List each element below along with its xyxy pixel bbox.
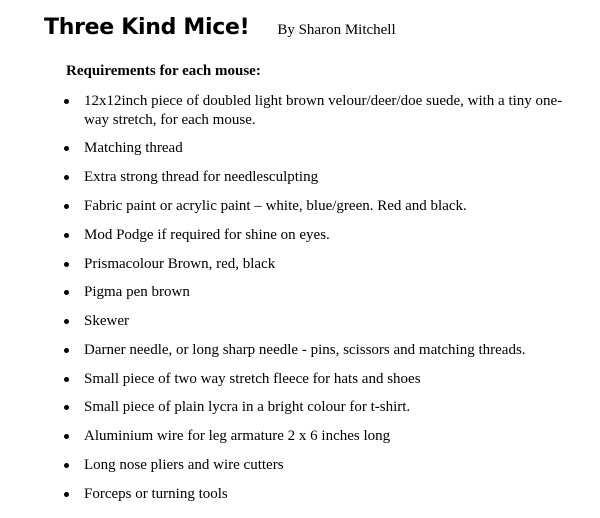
requirement-text: Mod Podge if required for shine on eyes.	[84, 227, 330, 243]
bullet-icon	[64, 377, 69, 382]
bullet-icon	[64, 175, 69, 180]
requirement-text: Long nose pliers and wire cutters	[84, 457, 284, 473]
requirement-text: Pigma pen brown	[84, 284, 190, 300]
bullet-icon	[64, 319, 69, 324]
document-title: Three Kind Mice!	[44, 15, 250, 40]
requirement-text: 12x12inch piece of doubled light brown velour/deer/doe suede, with a tiny one-way stretch, for each mouse.	[84, 93, 563, 128]
requirement-text: Small piece of plain lycra in a bright colour for t-shirt.	[84, 399, 411, 415]
bullet-icon	[64, 99, 69, 104]
bullet-icon	[64, 233, 69, 238]
bullet-icon	[64, 262, 69, 267]
requirement-text: Fabric paint or acrylic paint – white, blue/green. Red and black.	[84, 198, 467, 214]
bullet-icon	[64, 492, 69, 497]
bullet-icon	[64, 434, 69, 439]
requirement-text: Darner needle, or long sharp needle - pins, scissors and matching threads.	[84, 342, 526, 358]
bullet-icon	[64, 348, 69, 353]
requirement-text: Extra strong thread for needlesculpting	[84, 169, 319, 185]
bullet-icon	[64, 204, 69, 209]
requirement-text: Matching thread	[84, 140, 183, 156]
bullet-icon	[64, 146, 69, 151]
requirements-heading: Requirements for each mouse:	[66, 63, 261, 79]
bullet-icon	[64, 290, 69, 295]
requirement-text: Small piece of two way stretch fleece for hats and shoes	[84, 371, 421, 387]
author-byline: By Sharon Mitchell	[277, 22, 396, 38]
requirement-text: Forceps or turning tools	[84, 486, 228, 502]
requirement-text: Prismacolour Brown, red, black	[84, 256, 276, 272]
document-header	[44, 15, 396, 40]
bullet-icon	[64, 405, 69, 410]
requirement-text: Aluminium wire for leg armature 2 x 6 inches long	[84, 428, 391, 444]
bullet-icon	[64, 463, 69, 468]
requirement-text: Skewer	[84, 313, 129, 329]
